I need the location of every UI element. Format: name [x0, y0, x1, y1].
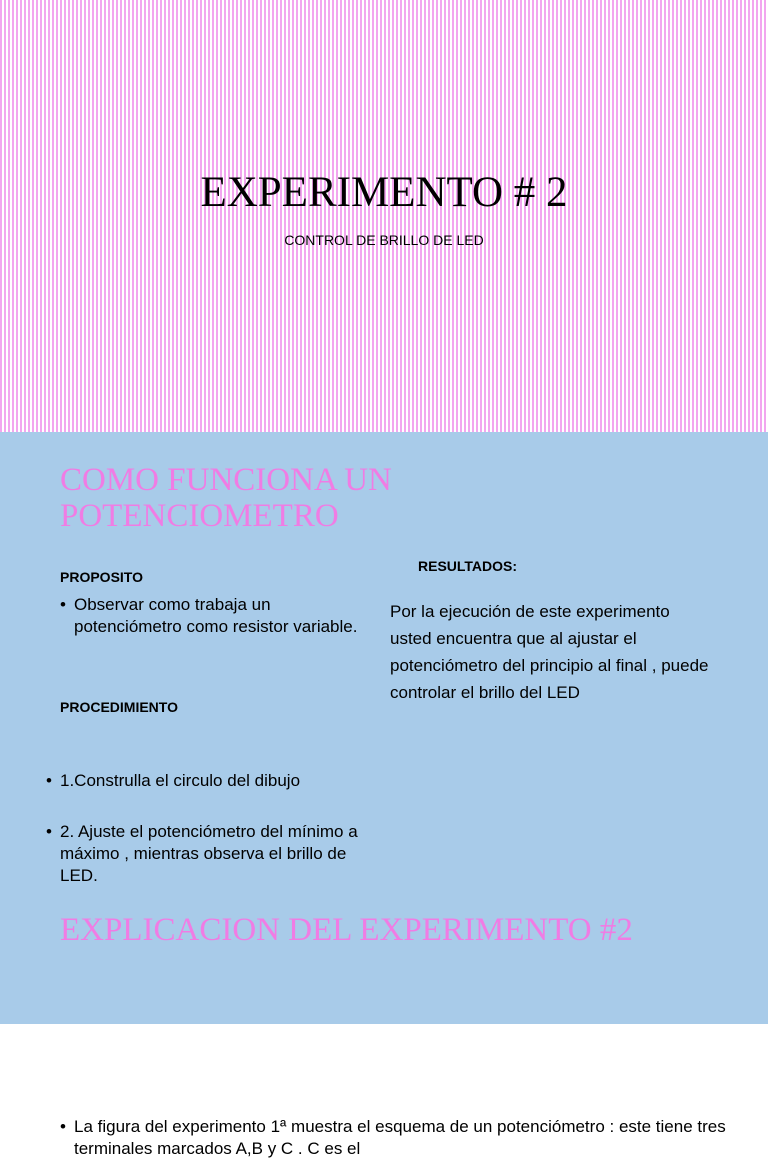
- resultados-label: RESULTADOS:: [418, 558, 518, 574]
- title-slide: [0, 0, 768, 432]
- procedimiento-text-1: 1.Construlla el circulo del dibujo: [60, 771, 301, 790]
- proposito-label: PROPOSITO: [60, 569, 143, 585]
- explicacion-text: La figura del experimento 1ª muestra el esquema de un potenciómetro : este tiene tres terminales marcados A,B y C . C es el: [74, 1117, 726, 1158]
- explicacion-bullet: [60, 1116, 734, 1160]
- procedimiento-item: [46, 770, 390, 792]
- slide-subtitle: CONTROL DE BRILLO DE LED: [284, 232, 484, 248]
- section-heading-explicacion: EXPLICACION DEL EXPERIMENTO #2: [60, 912, 633, 948]
- procedimiento-label: PROCEDIMIENTO: [60, 699, 178, 715]
- resultados-text: Por la ejecución de este experimento usted encuentra que al ajustar el potenciómetro del principio al final , puede controlar el brillo del LED: [390, 602, 709, 702]
- proposito-bullet: [60, 594, 374, 638]
- proposito-text: Observar como trabaja un potenciómetro como resistor variable.: [74, 595, 358, 636]
- content-slide: [0, 432, 768, 1158]
- procedimiento-text-2: 2. Ajuste el potenciómetro del mínimo a máximo , mientras observa el brillo de LED.: [60, 822, 358, 885]
- slide-title: EXPERIMENTO # 2: [200, 169, 568, 216]
- procedimiento-item: [46, 821, 380, 887]
- section-heading-potenciometro: COMO FUNCIONA UN POTENCIOMETRO: [60, 462, 392, 534]
